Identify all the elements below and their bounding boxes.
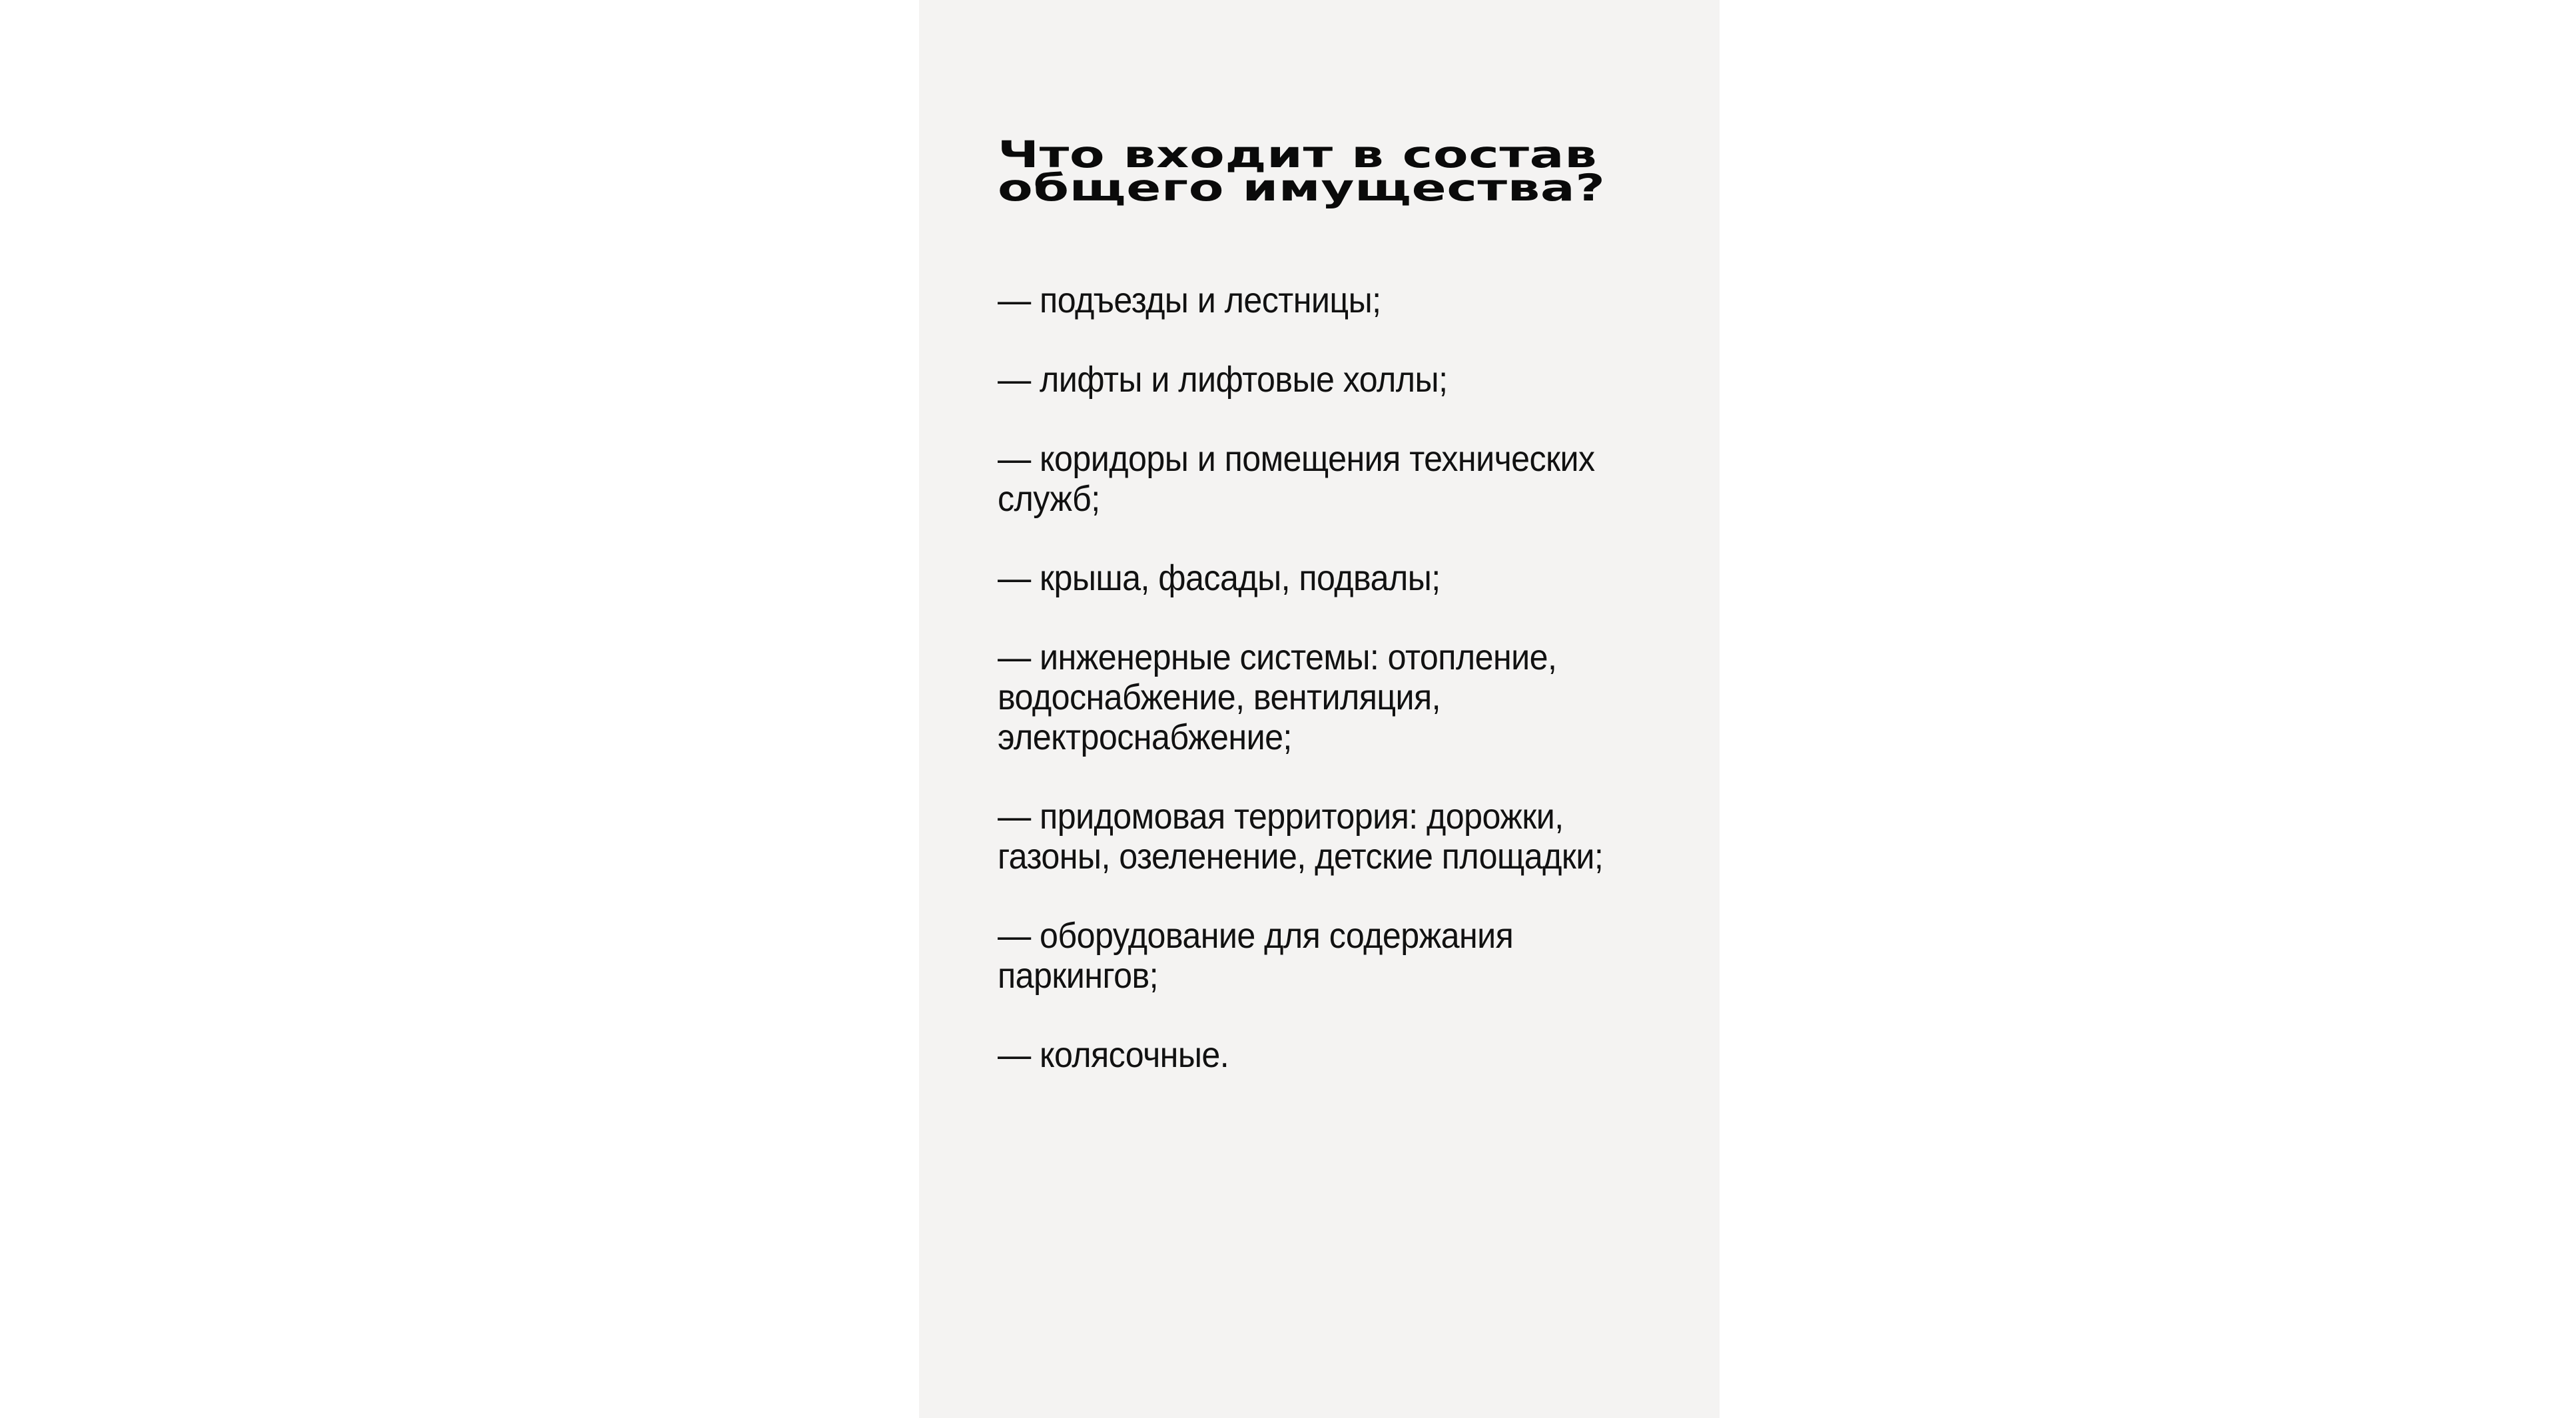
list-item-text: водоснабжение, вентиляция, — [998, 677, 1441, 717]
content-card — [919, 0, 1720, 1418]
list-item-entrances — [998, 280, 1692, 320]
list-item-stroller-rooms — [998, 1035, 1692, 1075]
list-item-text: газоны, озеленение, детские площадки; — [998, 837, 1604, 877]
list-item-text: — придомовая территория: дорожки, — [998, 797, 1564, 837]
list-item-text: — оборудование для содержания — [998, 916, 1514, 956]
list-item-territory — [998, 797, 1692, 877]
list-item-text: служб; — [998, 479, 1100, 519]
property-list — [998, 280, 1690, 1114]
list-item-roof — [998, 558, 1692, 598]
list-item-engineering-systems — [998, 637, 1692, 757]
list-item-text: — коридоры и помещения технических — [998, 439, 1595, 479]
card-title-line-1: Что входит в состав — [998, 133, 1598, 177]
list-item-text: — лифты и лифтовые холлы; — [998, 360, 1448, 400]
card-title — [998, 133, 1867, 210]
list-item-elevators — [998, 360, 1692, 400]
card-title-line-2: общего имущества? — [998, 167, 1606, 210]
list-item-text: паркингов; — [998, 956, 1159, 996]
list-item-text: — инженерные системы: отопление, — [998, 637, 1557, 677]
list-item-corridors — [998, 439, 1692, 519]
list-item-text: — крыша, фасады, подвалы; — [998, 558, 1441, 598]
list-item-text: — подъезды и лестницы; — [998, 280, 1381, 320]
list-item-text: — колясочные. — [998, 1035, 1229, 1075]
list-item-text: электроснабжение; — [998, 717, 1292, 757]
list-item-parking-equipment — [998, 916, 1692, 996]
